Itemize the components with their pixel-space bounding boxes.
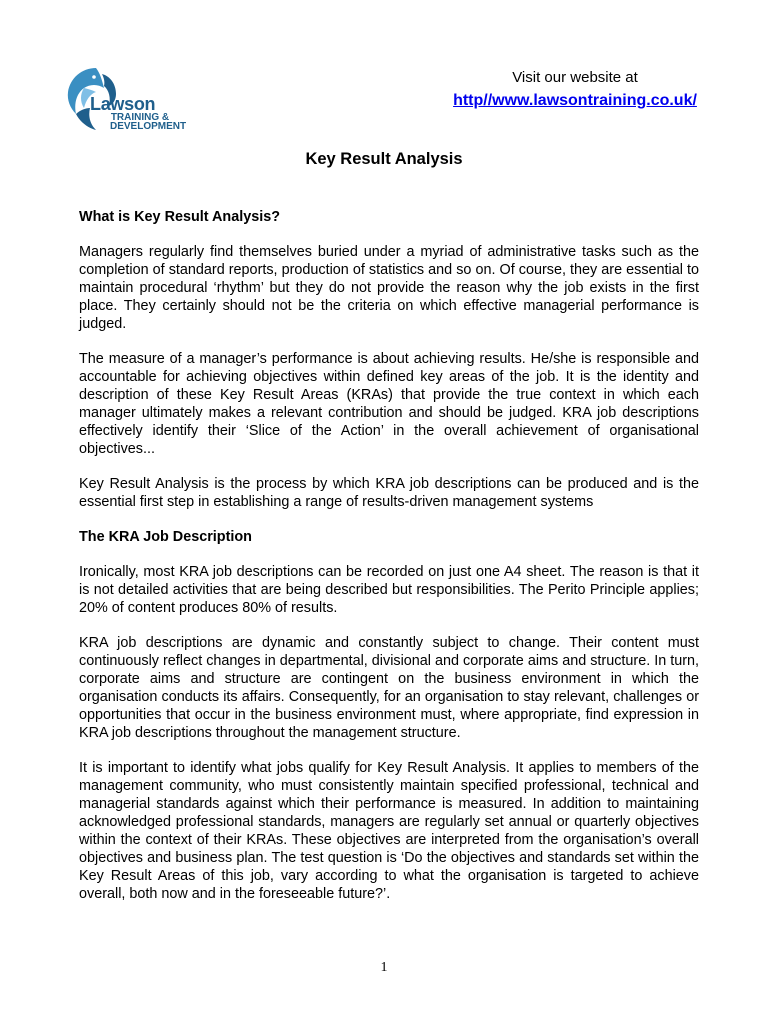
section-heading: What is Key Result Analysis?	[79, 209, 280, 225]
paragraph: The measure of a manager’s performance is about achieving results. He/she is responsible and accountable for achieving objectives within defined key areas of the job. It is the identity and description of these Key Result Areas (KRAs) that provide the true context in which each manager ultimately makes a relevant contribution and should be judged. KRA job descriptions effectively identify their ‘Slice of the Action’ in the overall achievement of organisational objectives...	[79, 351, 699, 457]
section-heading: The KRA Job Description	[79, 529, 252, 545]
website-label: Visit our website at	[512, 69, 638, 86]
logo-subtitle-line: DEVELOPMENT	[110, 121, 187, 132]
document-title: Key Result Analysis	[305, 150, 463, 168]
paragraph: It is important to identify what jobs qualify for Key Result Analysis. It applies to members of the management community, who must consistently maintain specified professional, technical and managerial standards against which their performance is measured. In addition to maintaining acknowledged professional standards, managers are regularly set annual or quarterly objectives within the context of their KRAs. These objectives are interpreted from the organisation’s overall objectives and business plan. The test question is ‘Do the objectives and standards set within the Key Result Areas of this job, vary according to what the organisation is targeted to achieve overall, both now and in the foreseeable future?’.	[79, 760, 699, 902]
page-number: 1	[380, 960, 388, 975]
website-block	[440, 68, 710, 112]
paragraph: Managers regularly find themselves buried under a myriad of administrative tasks such as the completion of standard reports, production of statistics and so on. Of course, they are essential to maintain procedural ‘rhythm’ but they do not provide the reason why the job exists in the first place. They certainly should not be the criteria on which effective managerial performance is judged.	[79, 244, 699, 332]
website-link[interactable]: http//www.lawsontraining.co.uk/	[453, 92, 697, 109]
paragraph: Key Result Analysis is the process by which KRA job descriptions can be produced and is the essential first step in establishing a range of results-driven management systems	[79, 476, 699, 510]
logo-subtitle	[110, 112, 187, 132]
lawson-logo	[62, 64, 187, 138]
paragraph: KRA job descriptions are dynamic and constantly subject to change. Their content must continuously reflect changes in departmental, divisional and corporate aims and structure. In turn, corporate aims and structure are contingent on the business environment in which the organisation conducts its affairs. Consequently, for an organisation to stay relevant, challenges or opportunities that occur in the business environment must, where appropriate, find expression in KRA job descriptions throughout the management structure.	[79, 635, 699, 741]
logo-name: Lawson	[90, 94, 156, 114]
document-body	[79, 208, 699, 903]
paragraph: Ironically, most KRA job descriptions can be recorded on just one A4 sheet. The reason is that it is not detailed activities that are being described but responsibilities. The Perito Principle applies; 20% of content produces 80% of results.	[79, 564, 699, 616]
logo-subtitle-line: TRAINING &	[110, 112, 170, 123]
